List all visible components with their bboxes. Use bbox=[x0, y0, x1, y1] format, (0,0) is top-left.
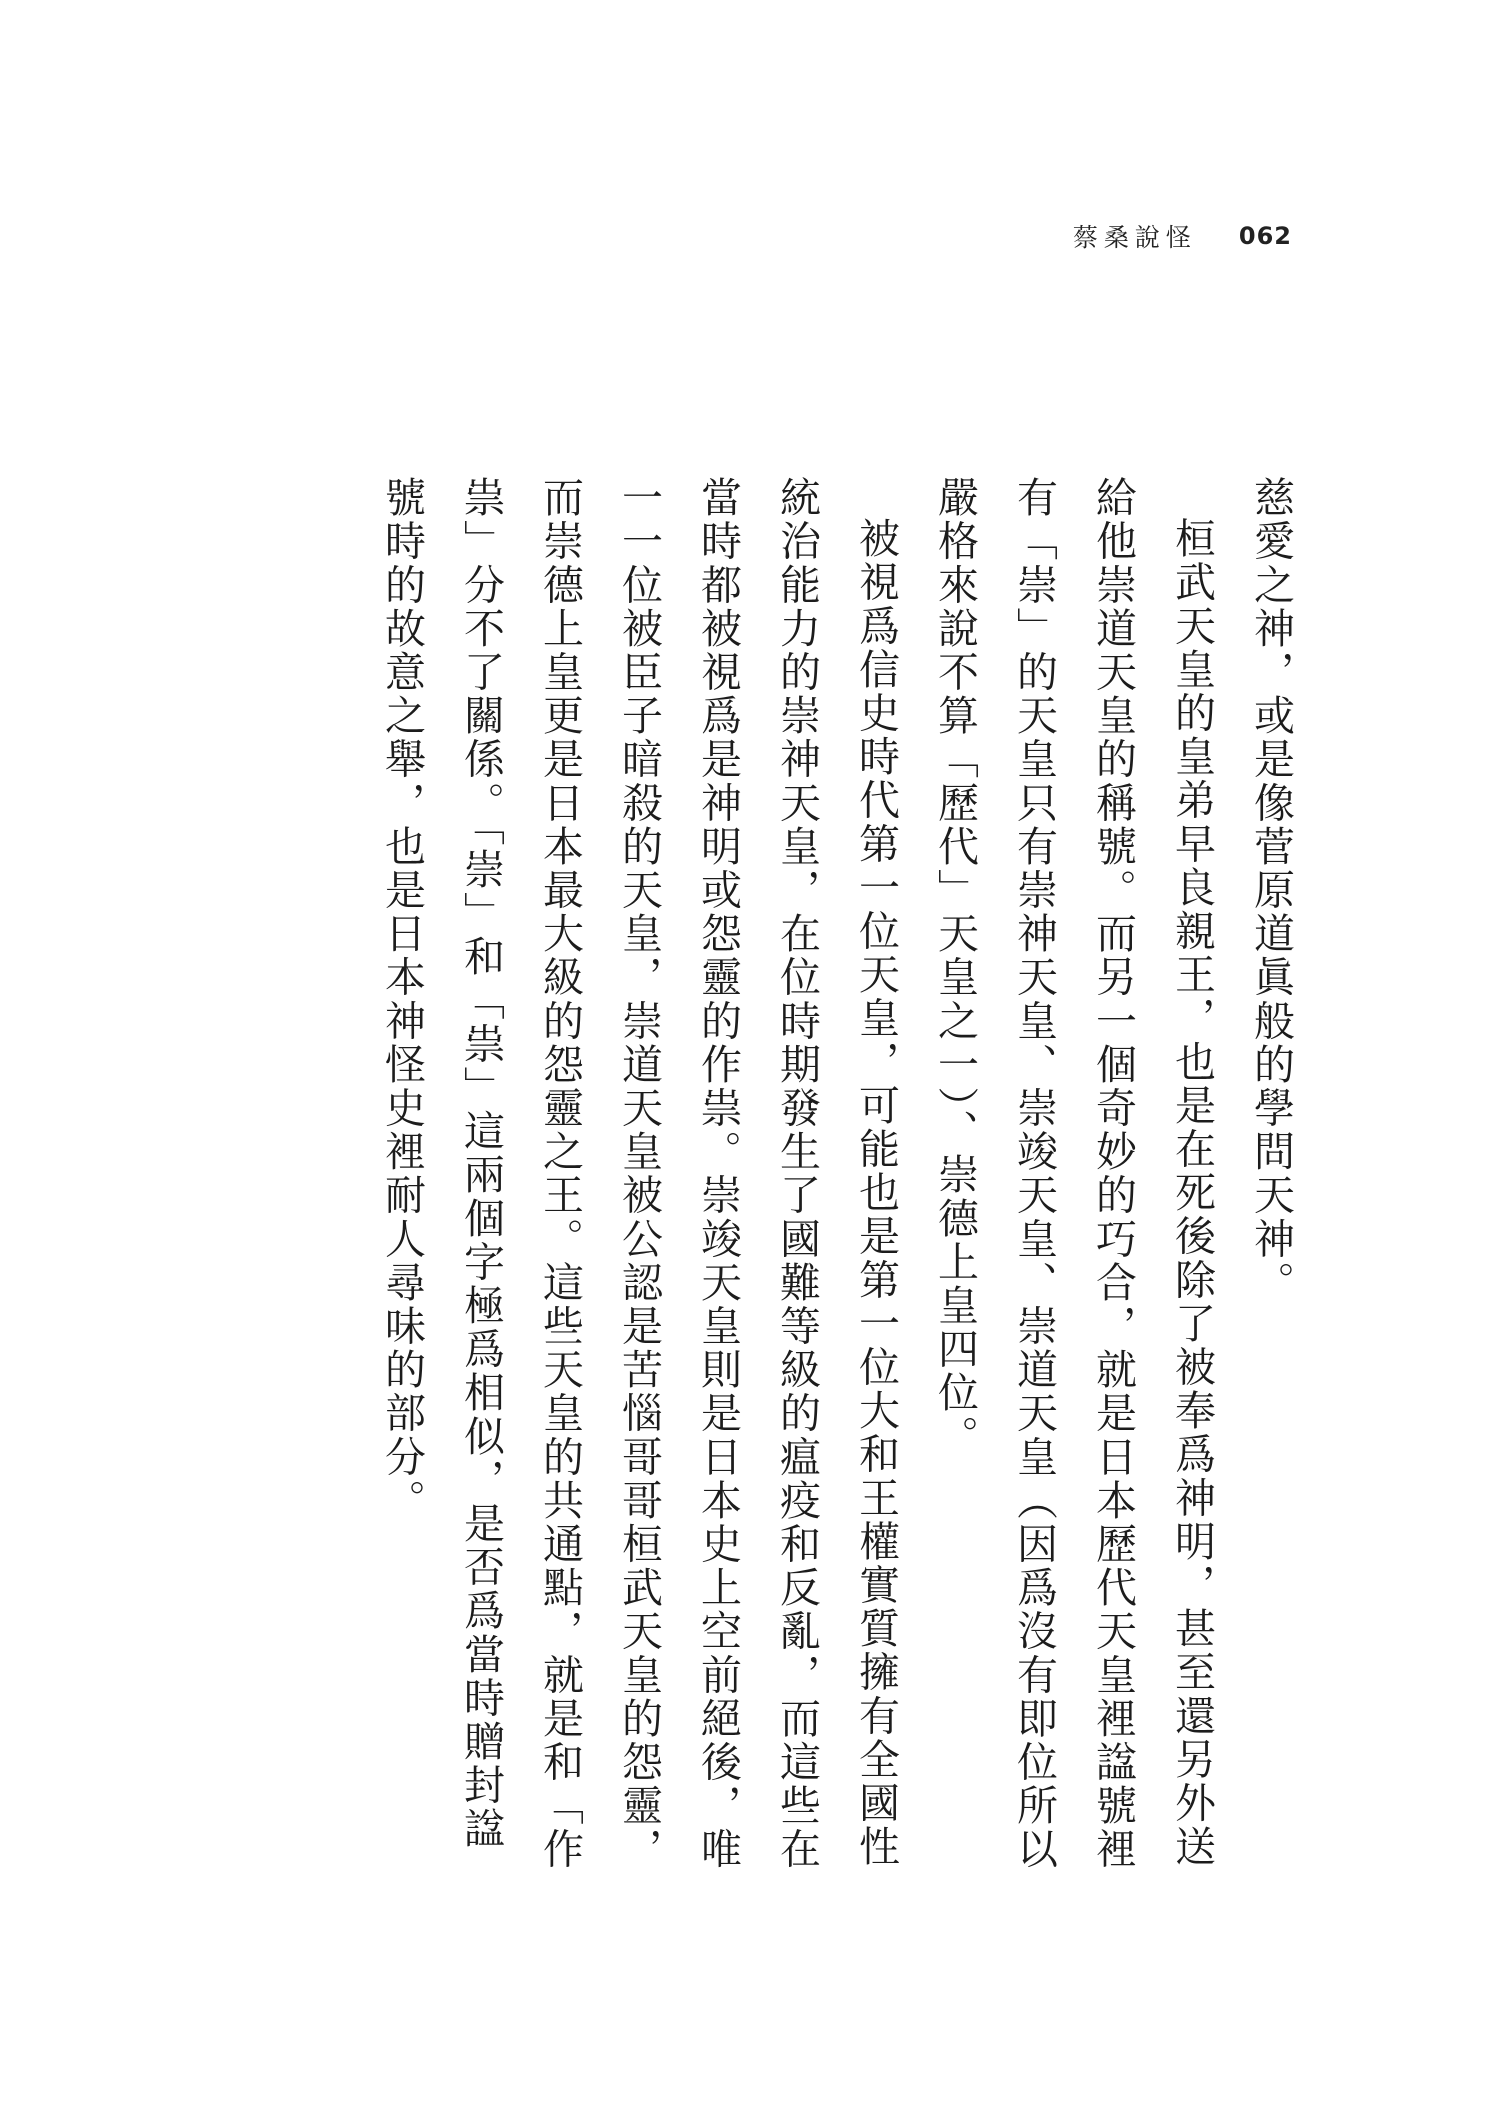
paragraph-sujin-emperor: 被視爲信史時代第一位天皇，可能也是第一位大和王權實質擁有全國性統治能力的崇神天皇，在位時期發生了國難等級的瘟疫和反亂，而這些在當時都被視爲是神明或怨靈的作祟。崇竣天皇則是日本史上空前絕後，唯一一位被臣子暗殺的天皇，崇道天皇被公認是苦惱哥哥桓武天皇的怨靈，而崇德上皇更是日本最大級的怨靈之王。這些天皇的共通點，就是和「作祟」分不了關係。「崇」和「祟」這兩個字極爲相似，是否爲當時贈封諡號時的故意之舉，也是日本神怪史裡耐人尋味的部分。 bbox=[378, 476, 900, 1872]
page-number: 062 bbox=[1238, 222, 1292, 250]
paragraph-continued: 慈愛之神，或是像菅原道眞般的學問天神。 bbox=[1247, 476, 1295, 1305]
book-title: 蔡桑說怪 bbox=[1072, 223, 1197, 252]
running-head bbox=[1073, 216, 1292, 256]
paragraph-sawara-prince: 桓武天皇的皇弟早良親王，也是在死後除了被奉爲神明，甚至還另外送給他崇道天皇的稱號。而另一個奇妙的巧合，就是日本歷代天皇裡諡號裡有「崇」的天皇只有崇神天皇、崇竣天皇、崇道天皇（因爲沒有即位所以嚴格來說不算「歷代」天皇之一）、崇德上皇四位。 bbox=[931, 476, 1216, 1872]
body-text bbox=[362, 476, 1310, 1876]
